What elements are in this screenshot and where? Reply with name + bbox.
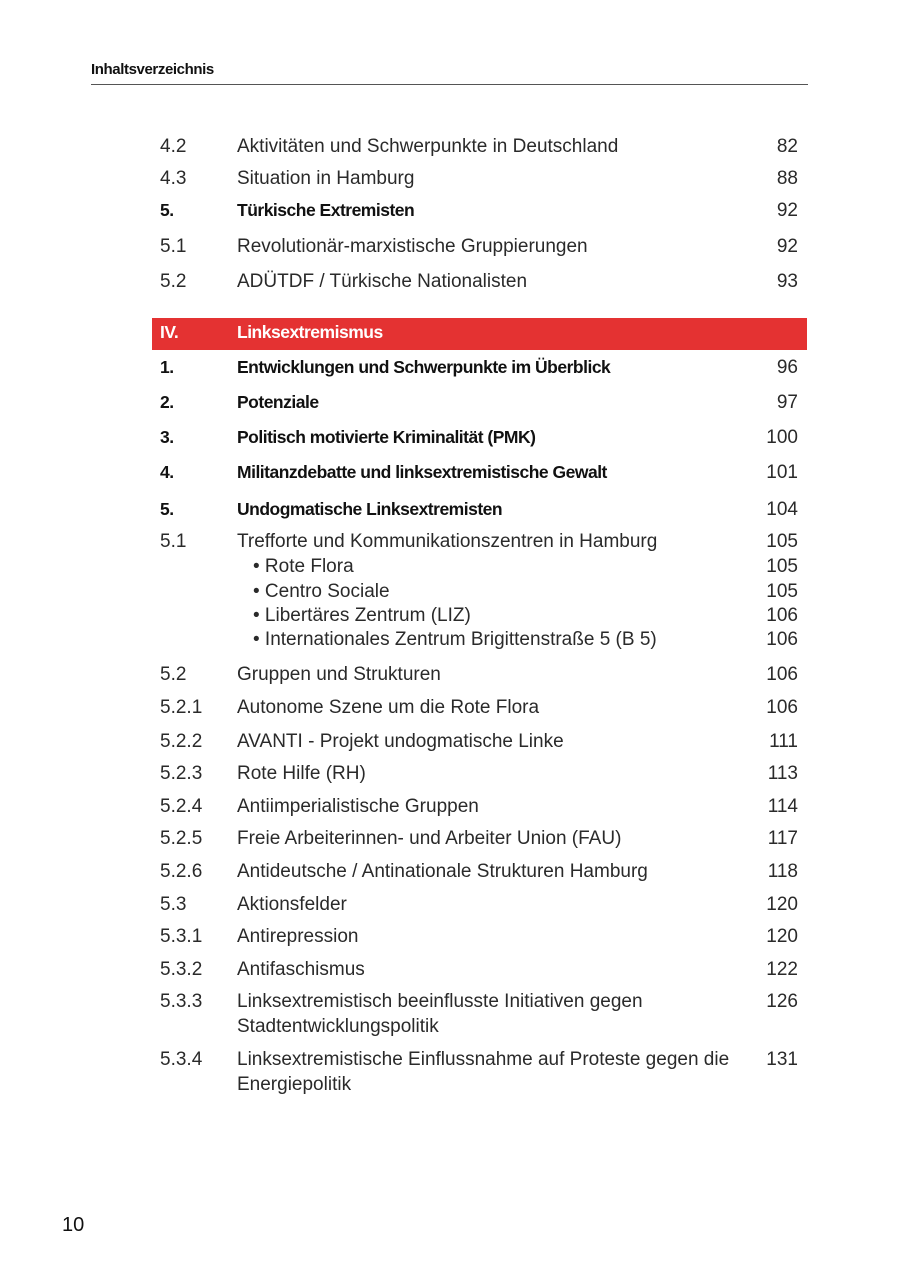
entry-page: 113 (767, 763, 798, 784)
entry-page: 122 (766, 959, 798, 980)
entry-title: Revolutionär-marxistische Gruppierungen (237, 236, 588, 257)
entry-number: 5. (160, 200, 174, 220)
entry-number: 1. (160, 357, 174, 377)
entry-page: 120 (766, 894, 798, 915)
entry-title: AVANTI - Projekt undogmatische Linke (237, 731, 564, 752)
entry-page: 96 (776, 357, 798, 378)
entry-title: ADÜTDF / Türkische Nationalisten (237, 271, 528, 292)
entry-number: 5.2.2 (160, 731, 203, 752)
entry-number: 5.2 (160, 271, 187, 292)
entry-title: Aktivitäten und Schwerpunkte in Deutschland (237, 136, 619, 157)
entry-title: Trefforte und Kommunikationszentren in Hamburg (237, 531, 658, 552)
entry-number: 5.2 (160, 664, 187, 685)
section-title: Linksextremismus (237, 322, 383, 342)
entry-page: 105 (766, 581, 798, 602)
entry-title: Antifaschismus (237, 959, 365, 980)
entry-page: 131 (766, 1049, 798, 1070)
entry-title: Freie Arbeiterinnen- und Arbeiter Union (FAU) (237, 828, 622, 849)
entry-number: 2. (160, 392, 174, 412)
entry-page: 106 (766, 697, 798, 718)
entry-page: 100 (766, 427, 798, 448)
entry-page: 105 (766, 556, 798, 577)
entry-title: Türkische Extremisten (237, 200, 415, 220)
entry-number: 5.1 (160, 236, 187, 257)
entry-number: 5.2.4 (160, 796, 203, 817)
entry-page: 97 (776, 392, 798, 413)
entry-title: Gruppen und Strukturen (237, 664, 441, 685)
entry-title: • Internationales Zentrum Brigittenstraße 5 (B 5) (253, 629, 657, 650)
entry-title: • Centro Sociale (253, 581, 390, 602)
entry-page: 104 (766, 499, 798, 520)
section-number: IV. (160, 322, 179, 342)
entry-number: 5.3 (160, 894, 187, 915)
entry-number: 5.3.3 (160, 991, 203, 1012)
entry-page: 105 (766, 531, 798, 552)
entry-number: 5.2.5 (160, 828, 203, 849)
running-header: Inhaltsverzeichnis (91, 61, 214, 78)
entry-page: 111 (769, 731, 798, 752)
entry-page: 120 (766, 926, 798, 947)
entry-page: 106 (766, 664, 798, 685)
entry-title: Antideutsche / Antinationale Strukturen Hamburg (237, 861, 648, 882)
entry-page: 93 (776, 271, 798, 292)
entry-number: 3. (160, 427, 174, 447)
entry-page: 106 (766, 605, 798, 626)
entry-title: Linksextremistische Einflussnahme auf Proteste gegen die Energiepolitik (237, 1049, 730, 1095)
entry-number: 5.3.4 (160, 1049, 203, 1070)
entry-page: 101 (766, 462, 798, 483)
entry-page: 82 (776, 136, 798, 157)
entry-title: Militanzdebatte und linksextremistische Gewalt (237, 462, 607, 482)
section-heading-bar[interactable] (152, 318, 807, 350)
entry-page: 92 (776, 200, 798, 221)
entry-title: Potenziale (237, 392, 319, 412)
entry-title: Antiimperialistische Gruppen (237, 796, 479, 817)
entry-number: 5. (160, 499, 174, 519)
entry-page: 118 (767, 861, 798, 882)
entry-number: 5.2.3 (160, 763, 203, 784)
entry-title: • Libertäres Zentrum (LIZ) (253, 605, 471, 626)
entry-number: 5.1 (160, 531, 187, 552)
entry-number: 4. (160, 462, 174, 482)
entry-title: • Rote Flora (253, 556, 354, 577)
entry-number: 5.3.1 (160, 926, 203, 947)
entry-title: Undogmatische Linksextremisten (237, 499, 503, 519)
entry-title: Antirepression (237, 926, 359, 947)
entry-number: 5.3.2 (160, 959, 203, 980)
entry-page: 117 (767, 828, 798, 849)
entry-page: 92 (776, 236, 798, 257)
entry-title: Linksextremistisch beeinflusste Initiativen gegen Stadtentwicklungspolitik (237, 991, 643, 1037)
entry-page: 88 (776, 168, 798, 189)
entry-title: Politisch motivierte Kriminalität (PMK) (237, 427, 536, 447)
entry-title: Entwicklungen und Schwerpunkte im Überblick (237, 357, 611, 377)
entry-page: 114 (767, 796, 798, 817)
entry-page: 126 (766, 991, 798, 1012)
entry-title: Aktionsfelder (237, 894, 347, 915)
entry-title: Situation in Hamburg (237, 168, 415, 189)
entry-title: Rote Hilfe (RH) (237, 763, 366, 784)
entry-number: 5.2.1 (160, 697, 203, 718)
page-number: 10 (62, 1214, 85, 1236)
entry-title: Autonome Szene um die Rote Flora (237, 697, 540, 718)
entry-number: 4.3 (160, 168, 187, 189)
entry-number: 5.2.6 (160, 861, 203, 882)
header-rule (91, 84, 808, 85)
entry-number: 4.2 (160, 136, 187, 157)
entry-page: 106 (766, 629, 798, 650)
